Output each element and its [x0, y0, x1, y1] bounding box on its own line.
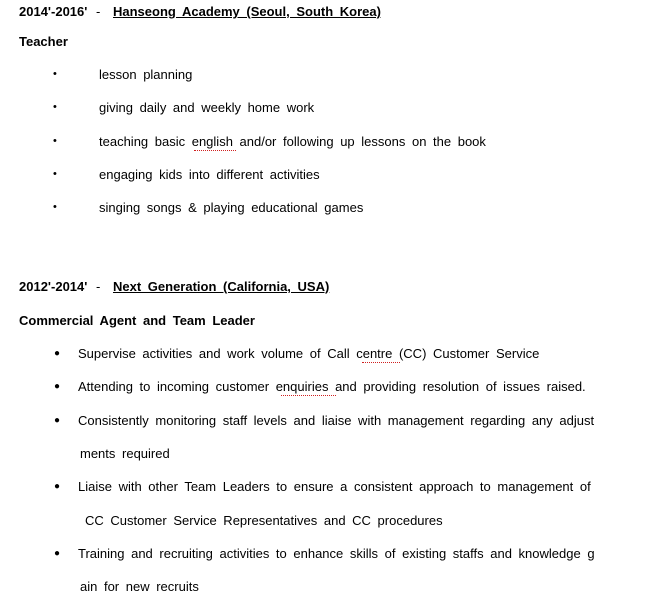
job1-separator: -: [96, 4, 101, 19]
job1-dates: 2014'-2016': [19, 4, 88, 19]
job2-dates: 2012'-2014': [19, 279, 88, 294]
job1-title: Teacher: [19, 34, 68, 49]
job2-employer: Next Generation (California, USA): [113, 279, 330, 294]
spellcheck-mark: [194, 147, 236, 151]
spellcheck-mark: [281, 392, 336, 396]
job2-item-2: Attending to incoming customer enquiries and providing resolution of issues raised.: [78, 379, 586, 394]
job2-title: Commercial Agent and Team Leader: [19, 313, 255, 328]
job2-item-5-cont: ain for new recruits: [80, 579, 199, 594]
job1-bullet-1: •: [53, 68, 57, 80]
job1-bullet-5: •: [53, 201, 57, 213]
job1-item-4: engaging kids into different activities: [99, 167, 320, 182]
job1-item-1: lesson planning: [99, 67, 193, 82]
job2-bullet-4: ●: [54, 481, 61, 492]
job1-item-3: teaching basic english and/or following up lessons on the book: [99, 134, 486, 149]
spellcheck-mark: [362, 359, 400, 363]
job2-item-3-cont: ments required: [80, 446, 170, 461]
job2-item-1: Supervise activities and work volume of Call centre (CC) Customer Service: [78, 346, 540, 361]
job2-bullet-2: ●: [54, 381, 61, 392]
job2-separator: -: [96, 279, 101, 294]
job1-employer: Hanseong Academy (Seoul, South Korea): [113, 4, 381, 19]
job1-bullet-2: •: [53, 101, 57, 113]
job1-bullet-3: •: [53, 135, 57, 147]
job2-bullet-1: ●: [54, 348, 61, 359]
job1-bullet-4: •: [53, 168, 57, 180]
job2-item-5: Training and recruiting activities to enhance skills of existing staffs and knowledge g: [78, 546, 595, 561]
job2-bullet-5: ●: [54, 548, 61, 559]
job2-bullet-3: ●: [54, 415, 61, 426]
job2-item-4-cont: CC Customer Service Representatives and CC procedures: [85, 513, 443, 528]
job1-item-5: singing songs & playing educational games: [99, 200, 364, 215]
job2-item-3: Consistently monitoring staff levels and liaise with management regarding any adjust: [78, 413, 595, 428]
job1-item-2: giving daily and weekly home work: [99, 100, 315, 115]
job2-item-4: Liaise with other Team Leaders to ensure a consistent approach to management of: [78, 479, 591, 494]
